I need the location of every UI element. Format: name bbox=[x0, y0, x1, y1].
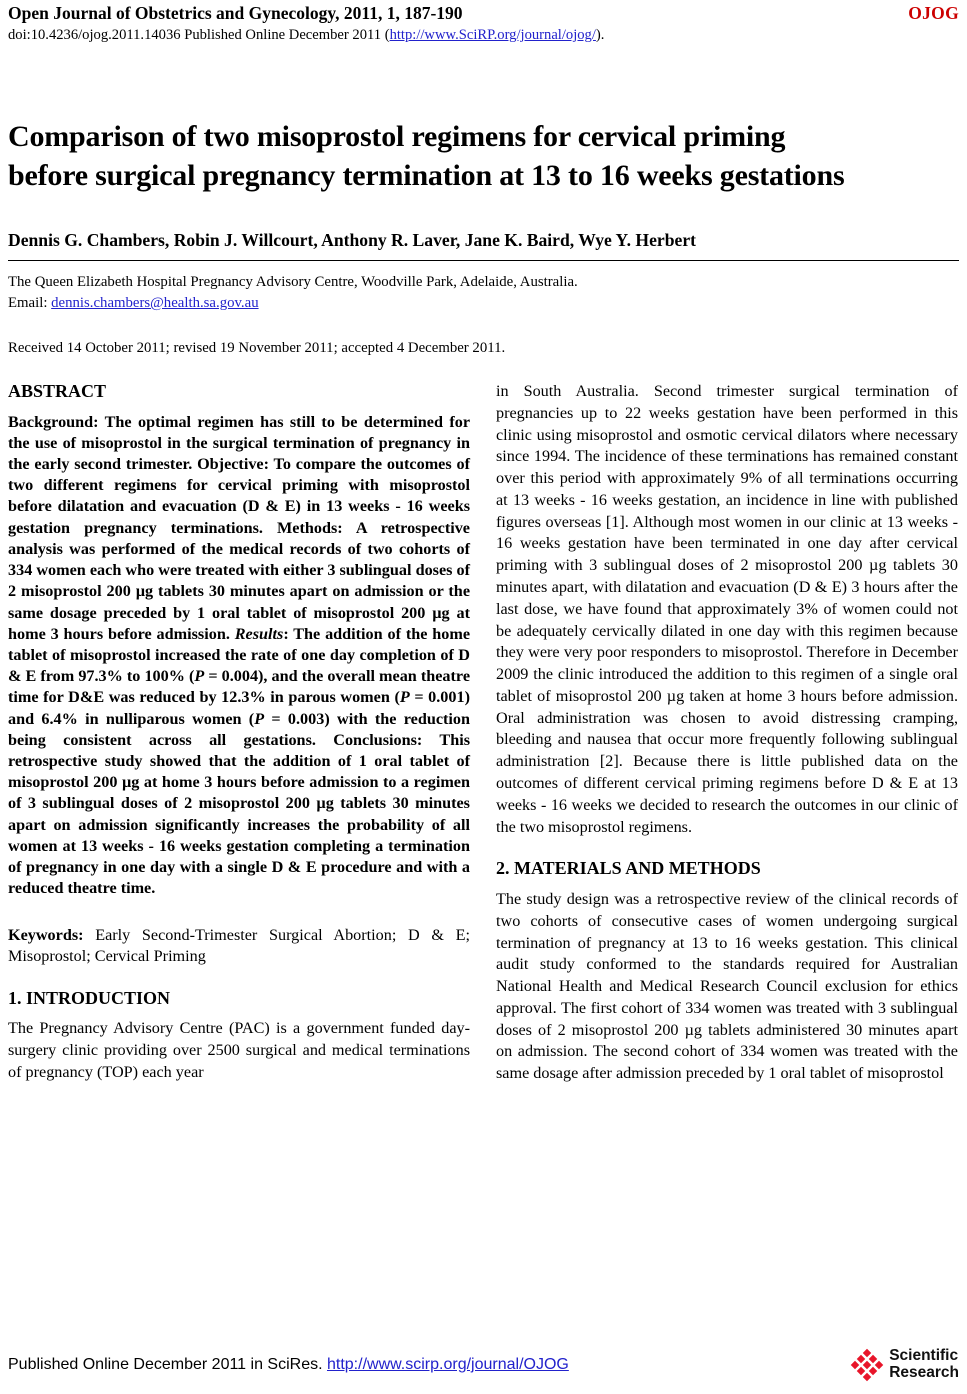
keywords-values: Early Second-Trimester Surgical Abortion; D & E; Misoprostol; Cervical Priming bbox=[8, 925, 470, 966]
doi-line bbox=[8, 26, 959, 45]
footer-publication-line bbox=[8, 1356, 569, 1374]
methods-heading: 2. MATERIALS AND METHODS bbox=[496, 858, 761, 879]
journal-abbreviation-mark: OJOG bbox=[908, 3, 959, 23]
abstract-part-3: = 0.004), and the overall mean theatre time for D&E was reduced by 12.3% in parous women ( bbox=[8, 667, 470, 707]
doi-suffix: ). bbox=[595, 27, 605, 44]
introduction-paragraph-left: The Pregnancy Advisory Centre (PAC) is a government funded day-surgery clinic providing over 2500 surgical and medical terminations of pregnancy (TOP) each year bbox=[8, 1019, 470, 1081]
page-footer bbox=[8, 1348, 959, 1382]
keywords-line bbox=[8, 925, 470, 968]
publisher-name-line1: Scientific bbox=[889, 1347, 959, 1365]
abstract-part-1: Background: The optimal regimen has still to be determined for the use of misoprostol in the surgical termination of pregnancy in the early second trimester. Objective: To compare the outcomes of two different regimens for cervical priming with misoprostol before dilatation and evacuation (D & E) in 13 weeks - 16 weeks gestation pregnancy terminations. Methods: A retrospective analysis was performed of the medical records of two cohorts of 334 women each who were treated with either 3 sublingual doses of 2 misoprostol 200 µg tablets 30 minutes apart on admission or the same dosage preceded by 1 oral tablet of misoprostol 200 µg at home 3 hours before admission. bbox=[8, 412, 470, 643]
journal-url-link[interactable]: http://www.SciRP.org/journal/ojog/ bbox=[389, 27, 596, 44]
methods-paragraph: The study design was a retrospective review of the clinical records of two cohorts of consecutive cases of women undergoing surgical termination of pregnancy at 13 to 16 weeks gestation. This clinical audit study conformed to the standards required for Australian National Health and Medical Research Council exclusion for ethics approval. The first cohort of 334 women was treated with 3 sublingual doses of 2 misoprostol 200 µg tablets administered 30 minutes apart on admission. The second cohort of 334 women was treated with the same dosage after admission preceded by 1 oral tablet of misoprostol bbox=[496, 889, 958, 1083]
left-column bbox=[8, 381, 470, 1085]
p-value-symbol-3: P bbox=[254, 709, 265, 728]
email-line bbox=[8, 293, 959, 314]
introduction-heading: 1. INTRODUCTION bbox=[8, 987, 171, 1008]
publisher-name bbox=[889, 1348, 959, 1381]
introduction-paragraph-right: in South Australia. Second trimester surgical termination of pregnancies up to 22 weeks gestation have been performed in this clinic using misoprostol and osmotic cervical dilators where necessary since 1994. The incidence of these terminations has remained constant over this period with approximately 9% of all terminations occurring at 13 weeks - 16 weeks gestation, an incidence in line with published figures overseas [1]. Although most women in our clinic at 13 weeks - 16 weeks gestation have been terminated in one day after cervical priming with 3 sublingual doses of 2 misoprostol 200 µg tablets 30 minutes apart, with dilatation and evacuation (D & E) 3 hours after the last dose, we have found that approximately 3% of women could not be adequately cervically dilated in one day with this regimen because they were very poor responders to misoprostol. Therefore in December 2009 the clinic introduced the addition to this regimen of a single oral tablet of misoprostol 200 µg taken at home 3 hours before admission. Oral administration was chosen to avoid distressing cramping, bleeding and nausea that occur more frequently following sublingual administration [2]. Because there is little published data on the outcomes of different cervical priming regimens before D & E at 13 weeks - 16 weeks we decided to research the outcomes in our clinic of the two misoprostol regimens. bbox=[496, 381, 958, 836]
abstract-part-4: = 0.001) and 6.4% in nulliparous women ( bbox=[8, 688, 470, 728]
submission-dates: Received 14 October 2011; revised 19 November 2011; accepted 4 December 2011. bbox=[8, 339, 506, 356]
running-head-title: Open Journal of Obstetrics and Gynecology, 2011, 1, 187-190 bbox=[8, 3, 463, 23]
abstract-part-2: : The addition of the home tablet of misoprostol increased the rate of one day completion of D & E from 97.3% to 100% ( bbox=[8, 624, 470, 686]
abstract-text bbox=[8, 412, 470, 900]
p-value-symbol-1: P bbox=[194, 667, 205, 686]
page-title: Comparison of two misoprostol regimens for cervical priming before surgical pregnancy termination at 13 to 16 weeks gestations bbox=[8, 120, 845, 193]
right-column bbox=[496, 381, 958, 1085]
body-columns bbox=[8, 381, 959, 1085]
author-divider bbox=[8, 260, 959, 261]
abstract-results-label: Results bbox=[234, 624, 284, 643]
affiliation-block bbox=[8, 272, 959, 314]
footer-journal-url-link[interactable]: http://www.scirp.org/journal/OJOG bbox=[326, 1356, 569, 1373]
abstract-heading: ABSTRACT bbox=[8, 380, 107, 401]
author-list: Dennis G. Chambers, Robin J. Willcourt, Anthony R. Laver, Jane K. Baird, Wye Y. Herbert bbox=[8, 230, 696, 251]
author-email-link[interactable]: dennis.chambers@health.sa.gov.au bbox=[51, 294, 259, 311]
affiliation-text: The Queen Elizabeth Hospital Pregnancy Advisory Centre, Woodville Park, Adelaide, Australia. bbox=[8, 273, 578, 290]
publisher-logo bbox=[850, 1348, 959, 1382]
p-value-symbol-2: P bbox=[399, 688, 410, 707]
doi-text: doi:10.4236/ojog.2011.14036 Published Online December 2011 ( bbox=[8, 27, 390, 44]
footer-text-prefix: Published Online December 2011 in SciRes. bbox=[8, 1356, 327, 1373]
publisher-name-line2: Research bbox=[889, 1364, 959, 1381]
abstract-part-5: = 0.003) with the reduction being consistent across all gestations. Conclusions: This retrospective study showed that the addition of 1 oral tablet of misoprostol 200 µg at home 3 hours before admission to a regimen of 3 sublingual doses of 2 misoprostol 200 µg tablets 30 minutes apart on admission significantly increases the probability of all women at 13 weeks - 16 weeks gestation completing a termination of pregnancy in one day with a single D & E procedure and with a reduced theatre time. bbox=[8, 709, 470, 898]
scientific-research-diamond-icon bbox=[850, 1348, 884, 1382]
keywords-label: Keywords: bbox=[8, 925, 84, 944]
email-label: Email: bbox=[8, 294, 48, 311]
running-head bbox=[8, 0, 959, 23]
